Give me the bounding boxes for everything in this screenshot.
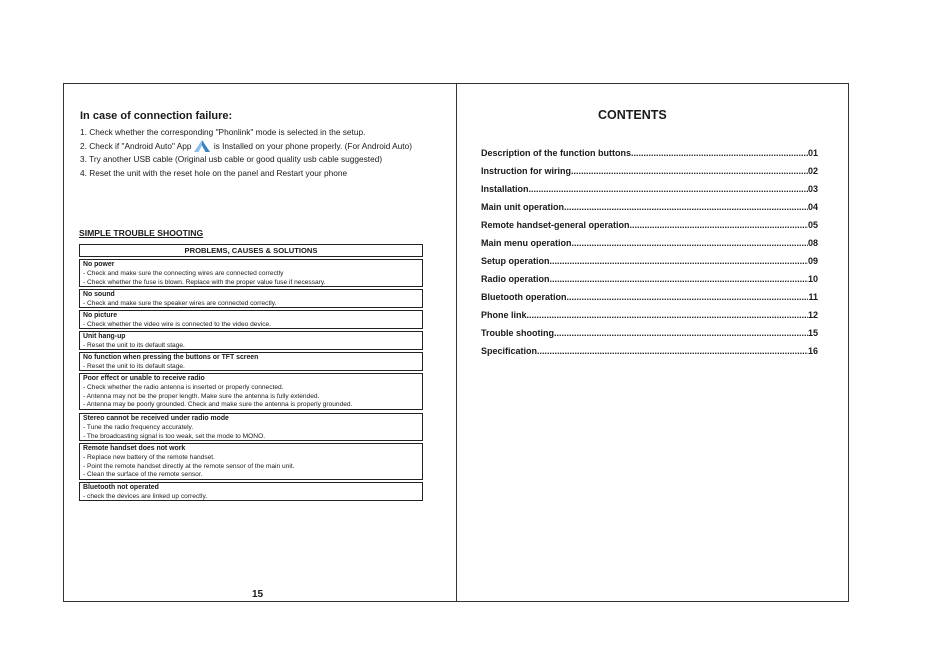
trouble-item-line: - Check and make sure the speaker wires are connected correctly. <box>83 299 277 307</box>
connection-step-2-after: is Installed on your phone properly. (For Android Auto) <box>211 140 412 151</box>
toc-page: 11 <box>808 292 818 302</box>
contents-title: CONTENTS <box>598 108 667 122</box>
toc-page: 09 <box>807 256 818 266</box>
trouble-item-title: No sound <box>83 291 115 298</box>
toc-leader <box>537 344 808 358</box>
connection-failure-title: In case of connection failure: <box>80 110 233 122</box>
toc-entry[interactable] <box>481 254 818 272</box>
connection-step-2 <box>80 140 412 154</box>
toc-leader <box>572 236 808 250</box>
toc-entry[interactable] <box>481 200 818 218</box>
toc-label: Bluetooth operation <box>481 292 567 302</box>
toc-page: 12 <box>807 310 818 320</box>
trouble-item-line: - Antenna may be poorly grounded. Check and make sure the antenna is properly grounded. <box>83 401 353 409</box>
trouble-item-no-power <box>79 259 423 287</box>
trouble-item-line: - Check whether the video wire is connected to the video device. <box>83 320 272 328</box>
toc-leader <box>554 326 808 340</box>
trouble-table-header: PROBLEMS, CAUSES & SOLUTIONS <box>79 244 423 257</box>
trouble-item-line: - Reset the unit to its default stage. <box>83 362 185 370</box>
toc-leader <box>630 218 808 232</box>
toc-page: 02 <box>807 166 818 176</box>
toc-entry[interactable] <box>481 182 818 200</box>
table-of-contents <box>481 146 818 362</box>
trouble-item-poor-radio <box>79 373 423 410</box>
trouble-item-line: - Replace new battery of the remote handset. <box>83 453 215 461</box>
toc-page: 16 <box>807 346 818 356</box>
toc-entry[interactable] <box>481 344 818 362</box>
toc-page: 05 <box>807 220 818 230</box>
toc-entry[interactable] <box>481 236 818 254</box>
trouble-item-line: - Antenna may not be the proper length. Make sure the antenna is fully extended. <box>83 392 320 400</box>
trouble-shooting-title: SIMPLE TROUBLE SHOOTING <box>79 228 204 238</box>
trouble-item-title: No power <box>83 261 115 268</box>
toc-entry[interactable] <box>481 290 818 308</box>
trouble-item-title: Remote handset does not work <box>83 445 186 452</box>
toc-label: Main unit operation <box>481 202 564 212</box>
trouble-item-no-picture <box>79 310 423 329</box>
trouble-item-line: - Reset the unit to its default stage. <box>83 341 185 349</box>
toc-leader <box>571 164 808 178</box>
trouble-item-no-function <box>79 352 423 371</box>
toc-leader <box>550 272 808 286</box>
trouble-item-title: No picture <box>83 312 118 319</box>
connection-step-4: 4. Reset the unit with the reset hole on the panel and Restart your phone <box>80 167 348 178</box>
toc-label: Phone link <box>481 310 527 320</box>
trouble-item-line: - The broadcasting signal is too weak, set the mode to MONO. <box>83 432 266 440</box>
toc-leader <box>527 308 808 322</box>
trouble-item-no-sound <box>79 289 423 308</box>
trouble-item-bluetooth <box>79 482 423 501</box>
trouble-item-line: - Clean the surface of the remote sensor. <box>83 471 203 479</box>
toc-entry[interactable] <box>481 272 818 290</box>
toc-label: Specification <box>481 346 538 356</box>
toc-entry[interactable] <box>481 146 818 164</box>
trouble-item-unit-hang-up <box>79 331 423 350</box>
toc-leader <box>529 182 808 196</box>
toc-page: 03 <box>807 184 818 194</box>
toc-label: Instruction for wiring <box>481 166 571 176</box>
toc-entry[interactable] <box>481 326 818 344</box>
trouble-item-line: - Check whether the fuse is blown. Replace with the proper value fuse if necessary. <box>83 278 326 286</box>
toc-label: Remote handset-general operation <box>481 220 630 230</box>
connection-step-2-before: 2. Check if "Android Auto" App <box>80 140 192 151</box>
trouble-item-title: Stereo cannot be received under radio mode <box>83 415 229 422</box>
trouble-item-line: - Tune the radio frequency accurately. <box>83 423 194 431</box>
toc-page: 04 <box>807 202 818 212</box>
toc-label: Trouble shooting <box>481 328 554 338</box>
trouble-item-stereo <box>79 413 423 441</box>
toc-entry[interactable] <box>481 218 818 236</box>
trouble-item-line: - Point the remote handset directly at the remote sensor of the main unit. <box>83 462 295 470</box>
toc-leader <box>564 200 808 214</box>
trouble-item-remote <box>79 443 423 480</box>
toc-entry[interactable] <box>481 164 818 182</box>
trouble-item-title: Bluetooth not operated <box>83 484 159 491</box>
connection-step-3: 3. Try another USB cable (Original usb cable or good quality usb cable suggested) <box>80 154 383 164</box>
toc-label: Setup operation <box>481 256 550 266</box>
toc-page: 10 <box>807 274 818 284</box>
toc-entry[interactable] <box>481 308 818 326</box>
trouble-item-title: Unit hang-up <box>83 333 126 340</box>
toc-label: Radio operation <box>481 274 550 284</box>
toc-leader <box>567 290 809 304</box>
toc-page: 15 <box>807 328 818 338</box>
toc-label: Description of the function buttons <box>481 148 631 158</box>
toc-page: 08 <box>807 238 818 248</box>
trouble-item-title: Poor effect or unable to receive radio <box>83 375 205 382</box>
page-number: 15 <box>252 589 264 600</box>
connection-steps <box>80 126 412 180</box>
trouble-item-line: - Check and make sure the connecting wires are connected correctly <box>83 269 284 277</box>
trouble-item-line: - check the devices are linked up correctly. <box>83 492 208 500</box>
toc-leader <box>631 146 808 160</box>
toc-label: Installation <box>481 184 529 194</box>
connection-step-1: 1. Check whether the corresponding "Phonlink" mode is selected in the setup. <box>80 127 366 137</box>
toc-page: 01 <box>807 148 818 158</box>
trouble-item-title: No function when pressing the buttons or TFT screen <box>83 354 259 361</box>
trouble-item-line: - Check whether the radio antenna is inserted or properly connected. <box>83 383 284 391</box>
toc-leader <box>550 254 808 268</box>
toc-label: Main menu operation <box>481 238 572 248</box>
page-divider <box>456 83 457 602</box>
